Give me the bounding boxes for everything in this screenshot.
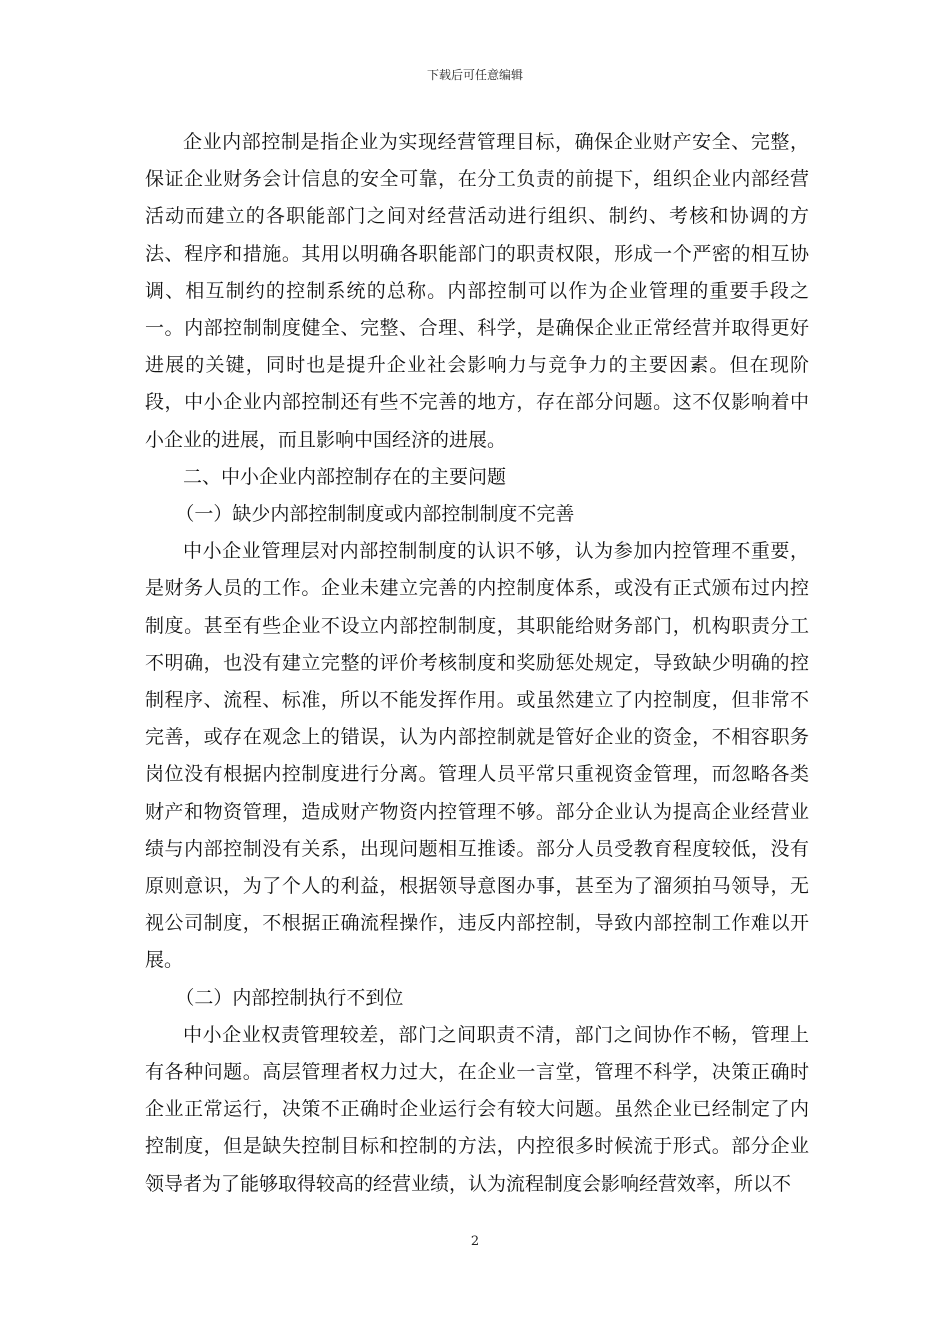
subsection-heading-2: （二）内部控制执行不到位 xyxy=(175,986,404,1009)
page-number: 2 xyxy=(470,1234,480,1249)
subsection-heading-1: （一）缺少内部控制制度或内部控制制度不完善 xyxy=(175,503,575,526)
paragraph-intro: 企业内部控制是指企业为实现经营管理目标，确保企业财产安全、完整，保证企业财务会计信息的安全可靠，在分工负责的前提下，组织企业内部经营活动而建立的各职能部门之间对经营活动进行组织、制约、考核和协调的方法、程序和措施。其用以明确各职能部门的职责权限，形成一个严密的相互协调、相互制约的控制系统的总称。内部控制可以作为企业管理的重要手段之一。内部控制制度健全、完整、合理、科学，是确保企业正常经营并取得更好进展的关键，同时也是提升企业社会影响力与竞争力的主要因素。但在现阶段，中小企业内部控制还有些不完善的地方，存在部分问题。这不仅影响着中小企业的进展，而且影响中国经济的进展。 xyxy=(145,131,809,451)
paragraph-subsection-2: 中小企业权责管理较差，部门之间职责不清，部门之间协作不畅，管理上有各种问题。高层管理者权力过大，在企业一言堂，管理不科学，决策正确时企业正常运行，决策不正确时企业运行会有较大问题。虽然企业已经制定了内控制度，但是缺失控制目标和控制的方法，内控很多时候流于形式。部分企业领导者为了能够取得较高的经营业绩，认为流程制度会影响经营效率，所以不 xyxy=(145,1023,809,1195)
page-header: 下载后可任意编辑 xyxy=(426,68,523,82)
document-body xyxy=(145,124,809,1203)
paragraph-subsection-1: 中小企业管理层对内部控制制度的认识不够，认为参加内控管理不重要，是财务人员的工作。企业未建立完善的内控制度体系，或没有正式颁布过内控制度。甚至有些企业不设立内部控制制度，其职能给财务部门，机构职责分工不明确，也没有建立完整的评价考核制度和奖励惩处规定，导致缺少明确的控制程序、流程、标准，所以不能发挥作用。或虽然建立了内控制度，但非常不完善，或存在观念上的错误，认为内部控制就是管好企业的资金，不相容职务岗位没有根据内控制度进行分离。管理人员平常只重视资金管理，而忽略各类财产和物资管理，造成财产物资内控管理不够。部分企业认为提高企业经营业绩与内部控制没有关系，出现问题相互推诿。部分人员受教育程度较低，没有原则意识，为了个人的利益，根据领导意图办事，甚至为了溜须拍马领导，无视公司制度，不根据正确流程操作，违反内部控制，导致内部控制工作难以开展。 xyxy=(145,540,809,972)
section-heading: 二、中小企业内部控制存在的主要问题 xyxy=(183,465,507,488)
